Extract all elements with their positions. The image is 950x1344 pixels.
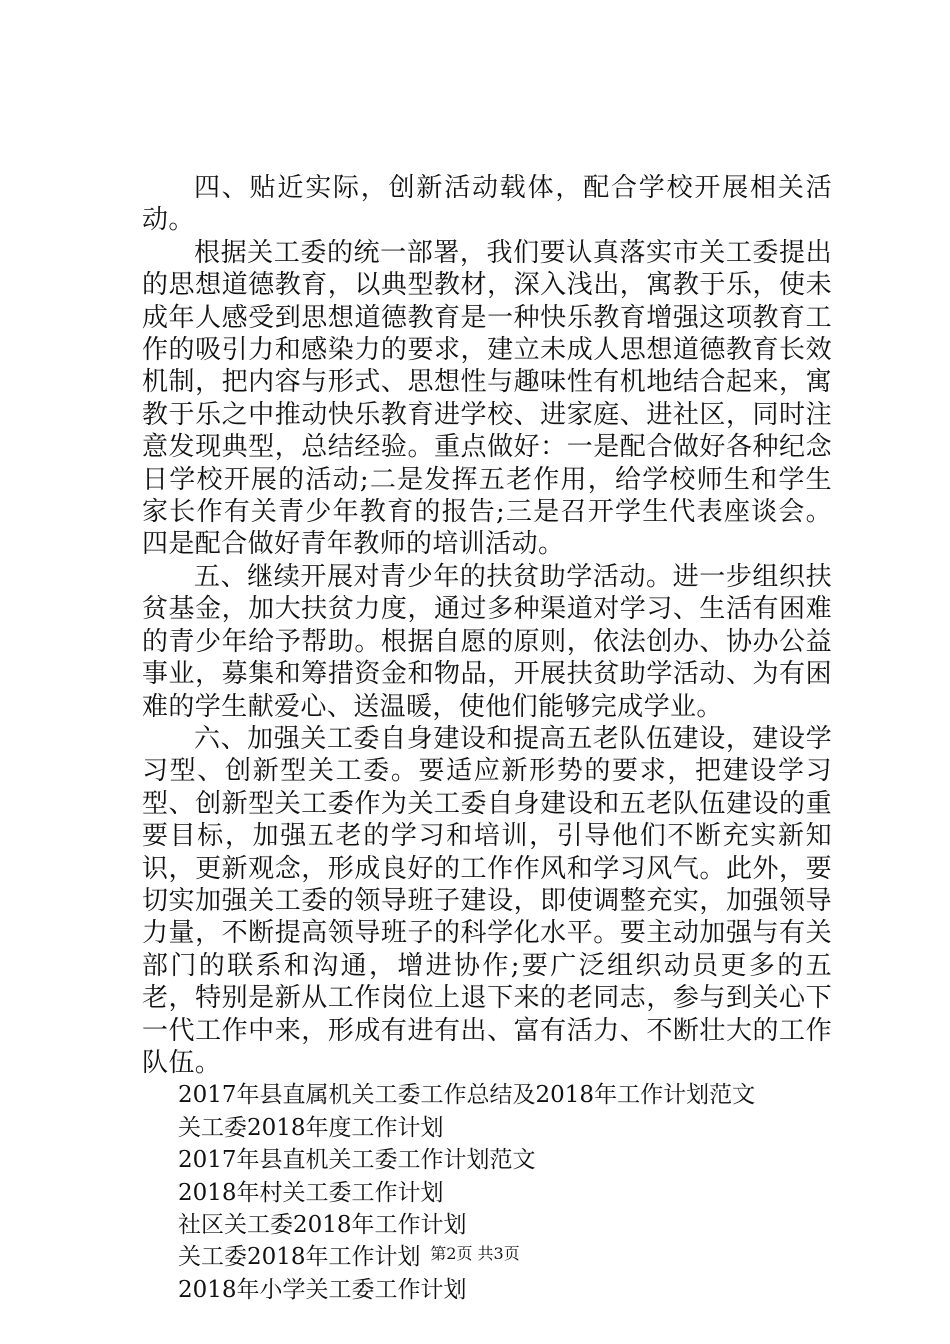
related-document-link[interactable]: 关工委2018年度工作计划 [178, 1114, 444, 1141]
page-number-footer: 第2页 共3页 [430, 1244, 520, 1263]
related-document-link[interactable]: 2018年小学关工委工作计划 [178, 1276, 467, 1303]
related-document-link[interactable]: 2017年县直属机关工委工作总结及2018年工作计划范文 [178, 1082, 756, 1109]
related-document-link[interactable]: 关工委2018年工作计划 [178, 1244, 421, 1271]
paragraph-section-six: 六、加强关工委自身建设和提高五老队伍建设，建设学习型、创新型关工委。要适应新形势的要求，把建设学习型、创新型关工委作为关工委自身建设和五老队伍建设的重要目标，加强五老的学习和培训，引导他们不断充实新知识，更新观念，形成良好的工作作风和学习风气。此外，要切实加强关工委的领导班子建设，即使调整充实，加强领导力量，不断提高领导班子的科学化水平。要主动加强与有关部门的联系和沟通，增进协作;要广泛组织动员更多的五老，特别是新从工作岗位上退下来的老同志，参与到关心下一代工作中来，形成有进有出、富有活力、不断壮大的工作队伍。 [142, 723, 832, 1078]
document-body [142, 172, 832, 1306]
related-document-link[interactable]: 2018年村关工委工作计划 [178, 1179, 444, 1206]
related-document-link[interactable]: 2017年县直机关工委工作计划范文 [178, 1147, 536, 1174]
related-document-link[interactable]: 社区关工委2018年工作计划 [178, 1212, 467, 1238]
related-documents-list [142, 1079, 832, 1306]
paragraph-section-four-body: 根据关工委的统一部署，我们要认真落实市关工委提出的思想道德教育，以典型教材，深入浅出，寓教于乐，使未成年人感受到思想道德教育是一种快乐教育增强这项教育工作的吸引力和感染力的要求，建立未成人思想道德教育长效机制，把内容与形式、思想性与趣味性有机地结合起来，寓教于乐之中推动快乐教育进学校、进家庭、进社区，同时注意发现典型，总结经验。重点做好：一是配合做好各种纪念日学校开展的活动;二是发挥五老作用，给学校师生和学生家长作有关青少年教育的报告;三是召开学生代表座谈会。四是配合做好青年教师的培训活动。 [142, 237, 832, 560]
paragraph-section-five: 五、继续开展对青少年的扶贫助学活动。进一步组织扶贫基金，加大扶贫力度，通过多种渠道对学习、生活有困难的青少年给予帮助。根据自愿的原则，依法创办、协办公益事业，募集和筹措资金和物品，开展扶贫助学活动、为有困难的学生献爱心、送温暖，使他们能够完成学业。 [142, 561, 832, 722]
paragraph-section-four-heading: 四、贴近实际，创新活动载体，配合学校开展相关活动。 [142, 173, 832, 236]
